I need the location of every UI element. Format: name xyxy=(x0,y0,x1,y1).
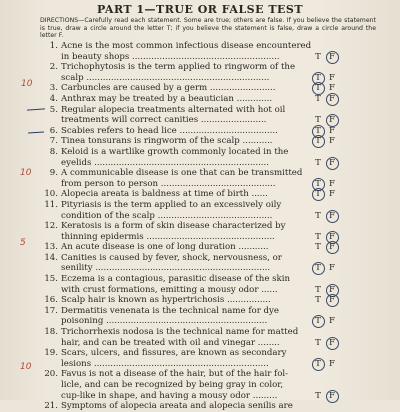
question-text-line: licle, and can be recognized by being gray in color, xyxy=(61,380,284,390)
question-number: 18. xyxy=(44,327,58,338)
question-text xyxy=(61,83,306,94)
question-number: 3. xyxy=(49,83,58,94)
question-item xyxy=(0,189,400,200)
question-text-line: Pityriasis is the term applied to an excessively oily xyxy=(61,199,282,210)
false-option[interactable]: F xyxy=(329,83,335,94)
false-option[interactable]: F xyxy=(325,242,339,253)
false-option[interactable]: F xyxy=(325,115,339,126)
question-number: 6. xyxy=(49,125,58,136)
question-item xyxy=(0,62,400,83)
question-text-line: Scars, ulcers, and fissures, are known as secondary xyxy=(61,348,287,359)
question-text-line: A communicable disease is one that can be transmitted xyxy=(61,168,303,179)
question-text-line: hair, and can be treated with oil and vinegar ........ xyxy=(61,337,280,348)
question-number: 13. xyxy=(44,242,58,253)
question-number: 2. xyxy=(49,62,58,73)
question-text-line: Regular alopecia treatments alternated with hot oil xyxy=(61,104,286,115)
question-text xyxy=(61,306,306,327)
false-option[interactable]: F xyxy=(325,295,339,306)
question-number: 14. xyxy=(44,252,58,263)
question-item xyxy=(0,105,400,126)
true-option[interactable]: T xyxy=(311,179,325,190)
question-item xyxy=(0,274,400,295)
question-number: 1. xyxy=(49,41,58,51)
question-item xyxy=(0,41,400,62)
question-list xyxy=(0,41,400,412)
question-item xyxy=(0,221,400,242)
question-text-line: Dermatitis venenata is the technical name for dye xyxy=(61,305,279,316)
answer-choices xyxy=(311,136,339,147)
false-option[interactable]: F xyxy=(329,72,335,83)
question-text xyxy=(61,200,306,221)
false-option[interactable]: F xyxy=(329,358,335,369)
true-option[interactable]: T xyxy=(311,83,325,94)
question-number: 12. xyxy=(44,221,58,232)
question-text-line: Tinea tonsurans is ringworm of the scalp ........... xyxy=(61,136,273,147)
answer-choices xyxy=(311,189,339,200)
question-text-line: Canities is caused by fever, shock, nervousness, or xyxy=(61,252,282,263)
margin-mark: 10 xyxy=(21,79,33,89)
question-text-line: cup-like in shape, and having a mousy odor ......... xyxy=(61,390,278,401)
question-text-line: Scabies refers to head lice .................................... xyxy=(61,125,278,136)
question-text xyxy=(61,168,306,189)
question-number: 9. xyxy=(49,168,58,179)
question-number: 21. xyxy=(44,401,58,412)
false-option[interactable]: F xyxy=(329,189,335,200)
answer-choices xyxy=(311,338,339,349)
question-item xyxy=(0,242,400,253)
false-option[interactable]: F xyxy=(325,338,339,349)
true-option[interactable]: T xyxy=(315,337,321,348)
answer-choices xyxy=(311,83,339,94)
true-option[interactable]: T xyxy=(315,390,321,401)
false-option[interactable]: F xyxy=(325,52,339,63)
question-text-line: Trichophytosis is the term applied to ringworm of the xyxy=(61,62,296,73)
false-option[interactable]: F xyxy=(325,94,339,105)
question-text xyxy=(61,147,306,168)
question-item xyxy=(0,306,400,327)
question-text-line: from person to person .......................................... xyxy=(61,178,276,189)
question-text-line: eyelids ................................................................ xyxy=(61,157,269,168)
margin-mark: 5 xyxy=(20,238,26,248)
question-text xyxy=(61,41,312,62)
question-item xyxy=(0,253,400,274)
question-text-line: An acute disease is one of long duration ........... xyxy=(61,242,269,253)
question-text-line: with crust formations, emitting a mousy odor ...... xyxy=(61,284,278,295)
question-number: 17. xyxy=(44,305,58,316)
question-text-line: poisoning ........................................................... xyxy=(61,316,268,327)
question-text xyxy=(61,295,306,306)
question-text-line: Acne is the most common infectious disease encountered xyxy=(61,41,312,51)
question-number: 4. xyxy=(49,93,58,104)
true-option[interactable]: T xyxy=(311,263,325,274)
true-option[interactable]: T xyxy=(315,242,321,253)
answer-choices xyxy=(311,94,339,105)
true-option[interactable]: T xyxy=(315,284,321,295)
question-number: 10. xyxy=(44,189,58,200)
question-item xyxy=(0,94,400,105)
question-number: 5. xyxy=(49,104,58,115)
answer-choices xyxy=(311,242,339,253)
question-number: 20. xyxy=(44,369,58,380)
question-text-line: Alopecia areata is baldness at time of birth ...... xyxy=(61,189,268,200)
directions-text: DIRECTIONS—Carefully read each statement. Some are true; others are false. If you believe the statement is true, draw a circle around the letter T; if you believe the statement is false, draw a circle around the letter F. xyxy=(40,17,376,40)
answer-choices xyxy=(311,295,339,306)
true-option[interactable]: T xyxy=(315,115,321,126)
true-option[interactable]: T xyxy=(315,157,321,168)
question-text xyxy=(61,401,306,412)
question-text-line: lesions ................................................................ xyxy=(61,358,269,369)
question-text xyxy=(61,189,306,200)
answer-choices xyxy=(311,359,339,370)
false-option[interactable]: F xyxy=(325,391,339,402)
question-text-line: thinning epidermis ............................................... xyxy=(61,231,275,242)
question-item xyxy=(0,147,400,168)
true-option[interactable]: T xyxy=(311,189,325,200)
false-option[interactable]: F xyxy=(329,316,335,327)
question-text-line: Favus is not a disease of the hair, but of the hair fol- xyxy=(61,369,289,380)
margin-mark: 10 xyxy=(20,362,32,372)
question-item xyxy=(0,136,400,147)
question-text-line: senility ................................................................ xyxy=(61,263,271,274)
question-number: 11. xyxy=(44,199,58,210)
true-option[interactable]: T xyxy=(311,316,325,327)
question-text-line: in beauty shops ...................................................... xyxy=(61,51,280,62)
question-number: 15. xyxy=(44,274,58,285)
question-text-line: treatments will correct canities ........................ xyxy=(61,115,267,126)
question-text xyxy=(61,221,306,242)
question-text-line: Trichorrhexis nodosa is the technical name for matted xyxy=(61,327,299,338)
true-option[interactable]: T xyxy=(315,51,321,62)
margin-mark: 10 xyxy=(20,168,32,178)
answer-choices xyxy=(311,263,339,274)
question-text xyxy=(61,274,306,295)
question-item xyxy=(0,126,400,137)
question-item xyxy=(0,369,400,401)
question-item xyxy=(0,200,400,221)
answer-choices xyxy=(311,115,339,126)
question-text-line: scalp ................................................................... xyxy=(61,72,270,83)
true-option[interactable]: T xyxy=(311,136,325,147)
question-text xyxy=(61,348,306,369)
question-text xyxy=(61,369,306,401)
question-text-line: Eczema is a contagious, parasitic disease of the skin xyxy=(61,274,291,285)
false-option[interactable]: F xyxy=(329,263,335,274)
true-option[interactable]: T xyxy=(311,126,325,137)
question-item xyxy=(0,83,400,94)
question-text xyxy=(61,242,306,253)
question-text-line: Keratosis is a form of skin disease characterized by xyxy=(61,221,286,232)
true-option[interactable]: T xyxy=(315,231,321,242)
question-number: 7. xyxy=(49,136,58,147)
question-text-line: Keloid is a wartlike growth commonly located in the xyxy=(61,146,289,157)
answer-choices xyxy=(311,316,339,327)
page-title: PART 1—TRUE OR FALSE TEST xyxy=(96,3,304,16)
true-option[interactable]: T xyxy=(311,359,325,370)
question-text xyxy=(61,136,306,147)
false-option[interactable]: F xyxy=(329,178,335,189)
false-option[interactable]: F xyxy=(325,285,339,296)
question-text-line: Scalp hair is known as hypertrichosis ................ xyxy=(61,295,271,306)
question-number: 16. xyxy=(44,295,58,306)
question-item xyxy=(0,295,400,306)
question-text-line: Symptoms of alopecia areata and alopecia senilis are xyxy=(61,401,293,412)
question-text xyxy=(61,94,306,105)
question-text xyxy=(61,62,306,83)
question-number: 8. xyxy=(49,146,58,157)
question-item xyxy=(0,168,400,189)
true-option[interactable]: T xyxy=(311,73,325,84)
true-option[interactable]: T xyxy=(315,295,321,306)
question-text xyxy=(61,105,306,126)
true-option[interactable]: T xyxy=(315,210,321,221)
question-text xyxy=(61,126,306,137)
answer-choices xyxy=(311,52,339,63)
question-text-line: Anthrax may be treated by a beautician ............. xyxy=(61,93,273,104)
answer-choices xyxy=(311,158,339,169)
true-option[interactable]: T xyxy=(315,93,321,104)
false-option[interactable]: F xyxy=(325,211,339,222)
question-text xyxy=(61,327,306,348)
false-option[interactable]: F xyxy=(329,136,335,147)
false-option[interactable]: F xyxy=(325,158,339,169)
answer-choices xyxy=(311,211,339,222)
question-number: 19. xyxy=(44,348,58,359)
false-option[interactable]: F xyxy=(329,125,335,136)
question-item xyxy=(0,401,400,412)
question-text-line: Carbuncles are caused by a germ ........................ xyxy=(61,83,276,94)
question-item xyxy=(0,327,400,348)
question-item xyxy=(0,348,400,369)
false-option[interactable]: F xyxy=(325,232,339,243)
question-text xyxy=(61,253,306,274)
question-text-line: condition of the scalp .......................................... xyxy=(61,210,273,221)
